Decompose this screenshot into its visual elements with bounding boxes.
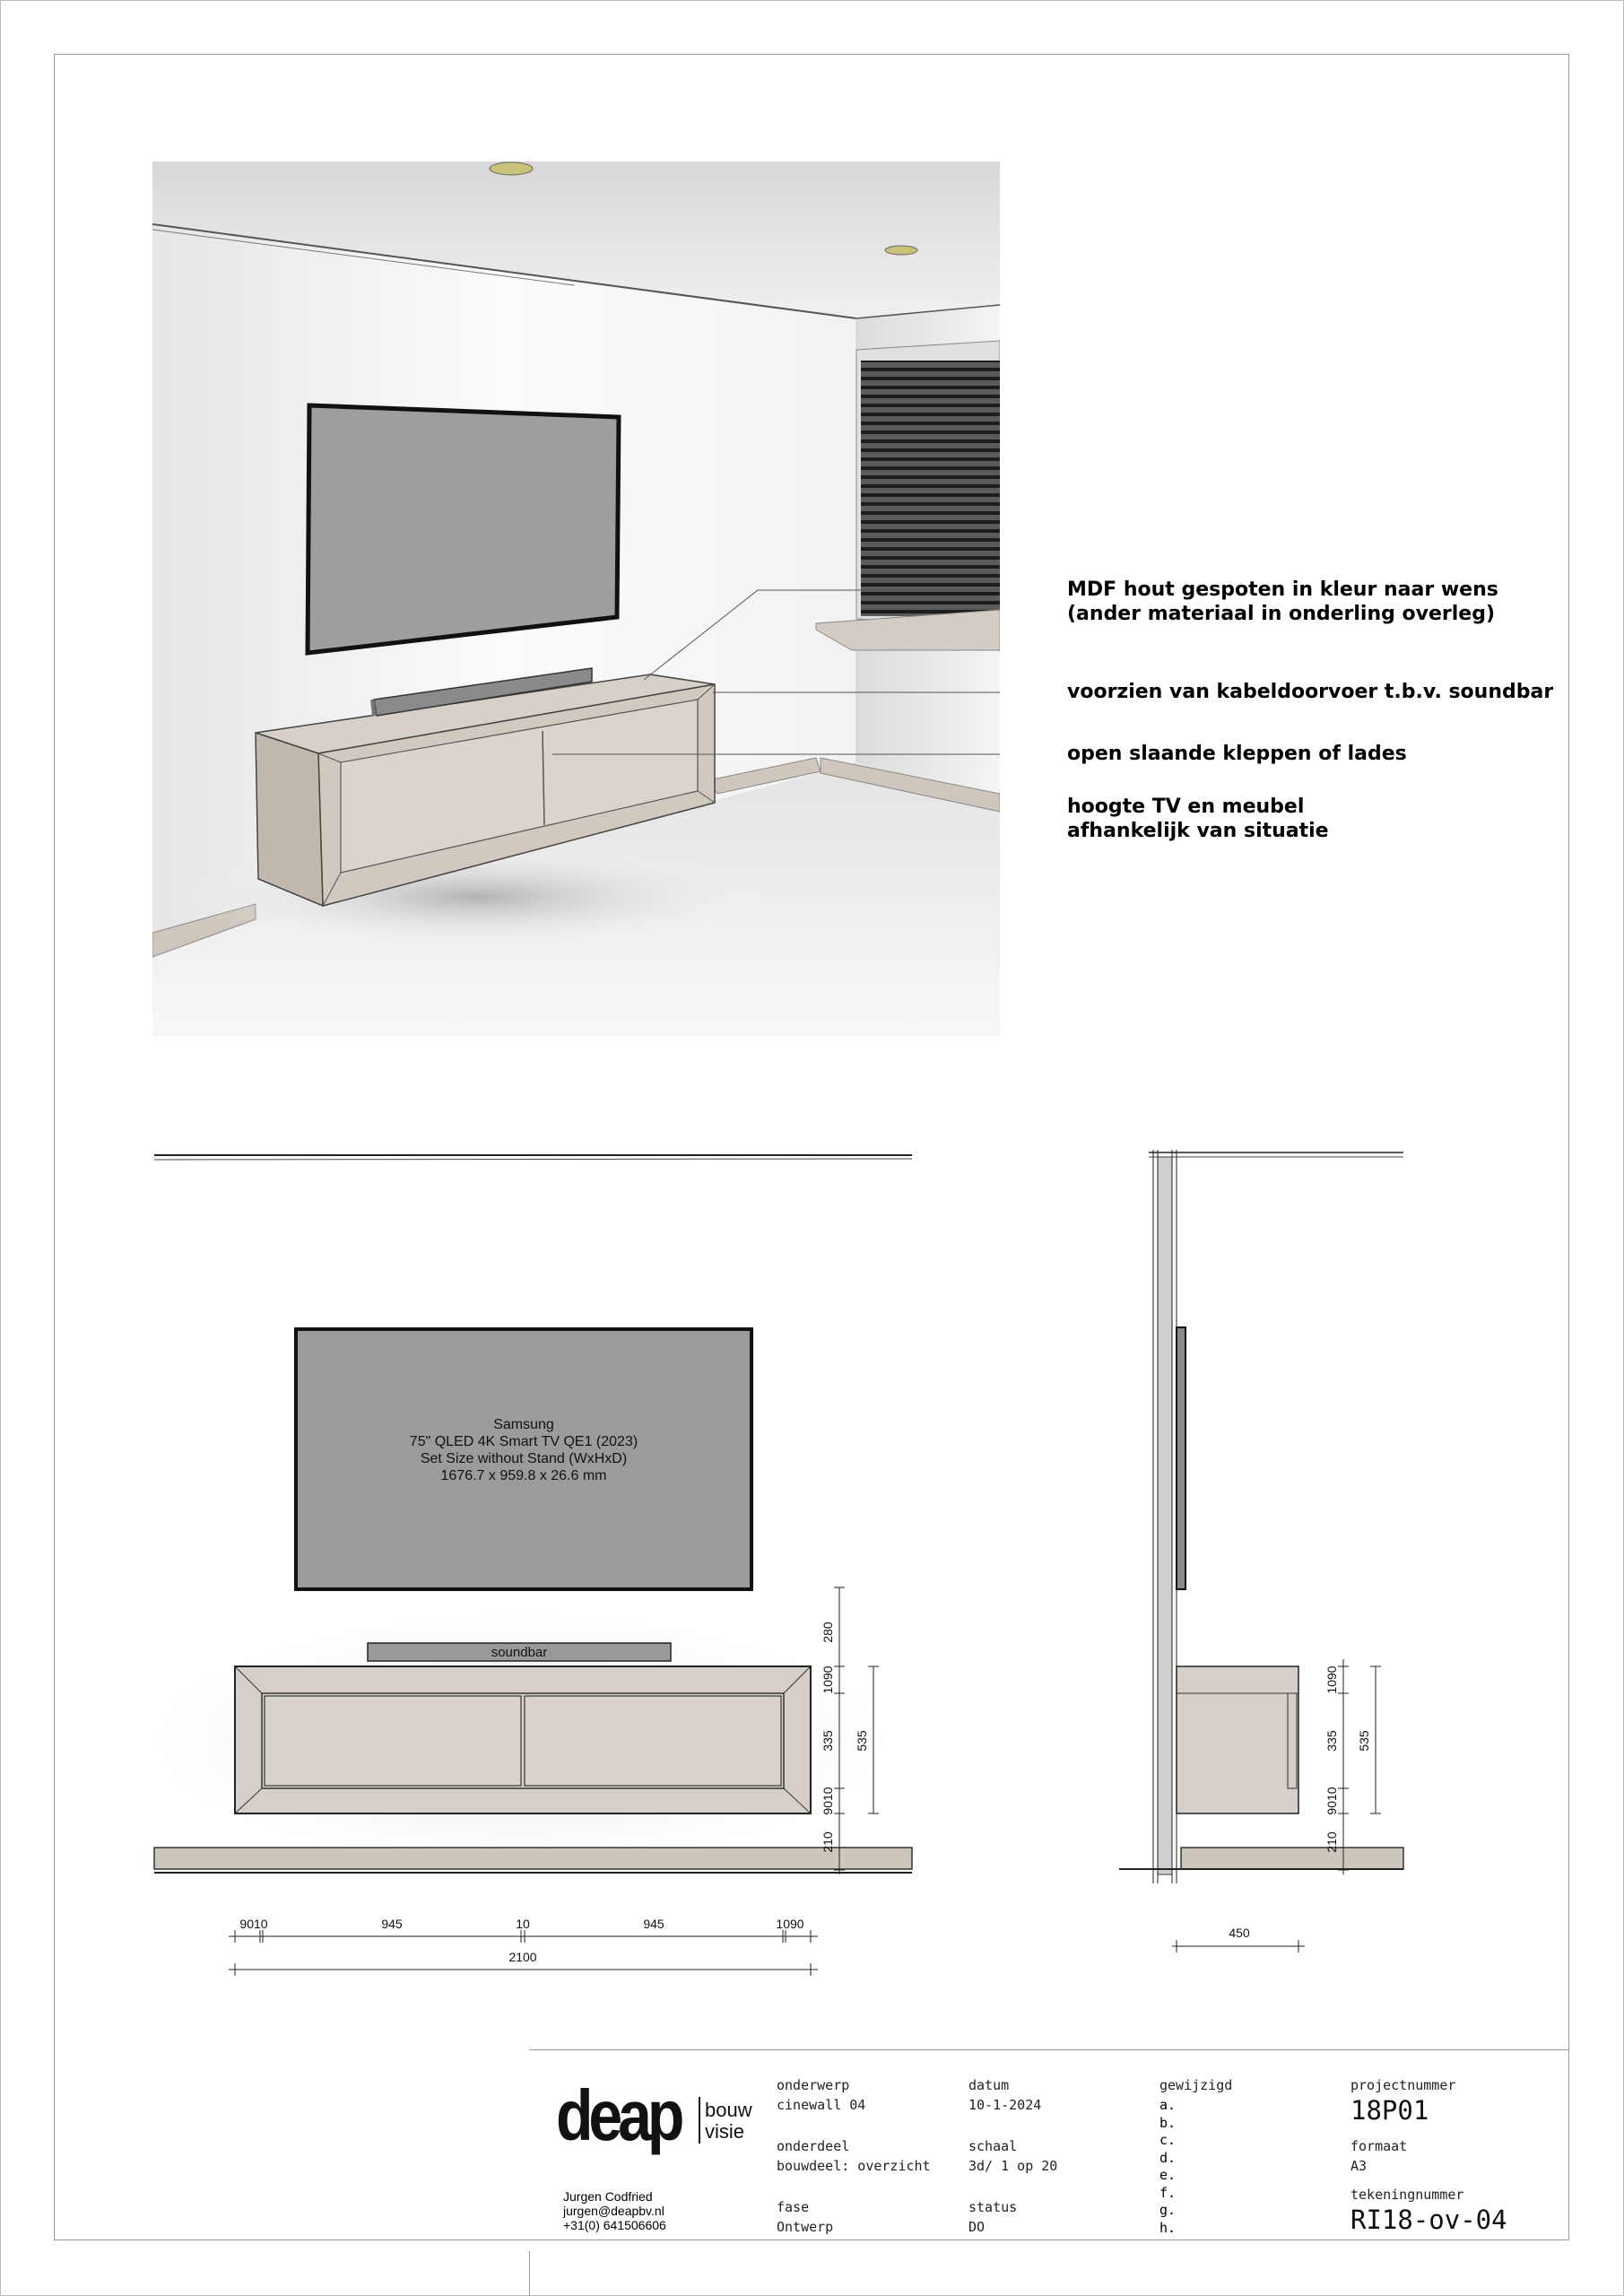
dim-front-h-2100: 2100 [508,1950,537,1964]
revision-b: b. [1159,2114,1177,2131]
projectnummer-label: projectnummer [1350,2077,1456,2093]
datum-value: 10-1-2024 [968,2097,1042,2113]
status-value: DO [968,2219,986,2235]
status-label: status [968,2199,1018,2215]
dim-side-1090: 1090 [1324,1665,1339,1694]
tekeningnummer-value: RI18-ov-04 [1350,2205,1507,2235]
dim-front-280: 280 [821,1622,835,1643]
dim-front-335: 335 [821,1730,835,1752]
onderdeel-label: onderdeel [777,2138,850,2154]
revision-d: d. [1159,2149,1177,2166]
cabinet-side [1177,1666,1298,1813]
onderdeel-value: bouwdeel: overzicht [777,2158,931,2174]
dim-front-h-945b: 945 [643,1917,664,1931]
callout-flaps: open slaande kleppen of lades [1067,743,1407,765]
tekeningnummer-label: tekeningnummer [1350,2187,1464,2203]
logo-sub1: bouw [705,2099,752,2121]
fase-value: Ontwerp [777,2219,834,2235]
contact-block [563,2189,666,2232]
schaal-label: schaal [968,2138,1018,2154]
revision-g: g. [1159,2202,1177,2218]
logo-text: deap [556,2084,681,2156]
revision-list [1159,2097,1176,2237]
contact-email: jurgen@deapbv.nl [563,2204,664,2218]
onderwerp-value: cinewall 04 [777,2097,866,2113]
callout-cable: voorzien van kabeldoorvoer t.b.v. soundbar [1067,681,1554,703]
gewijzigd-label: gewijzigd [1159,2077,1233,2093]
revision-h: h. [1159,2219,1177,2236]
dim-side-335: 335 [1324,1730,1339,1752]
deap-logo [556,2084,762,2165]
callout-mdf [1067,578,1498,626]
fase-label: fase [777,2199,810,2215]
dim-front-210: 210 [821,1831,835,1853]
contact-phone: +31(0) 641506606 [563,2218,666,2232]
callout-height-line1: hoogte TV en meubel [1067,796,1305,818]
revision-e: e. [1159,2167,1177,2183]
dim-side-535: 535 [1357,1730,1371,1752]
formaat-label: formaat [1350,2138,1408,2154]
callout-height [1067,795,1329,843]
elevation-drawings [143,1139,1444,1991]
schaal-value: 3d/ 1 op 20 [968,2158,1058,2174]
dim-side-h-450: 450 [1229,1926,1250,1940]
callout-mdf-line1: MDF hout gespoten in kleur naar wens [1067,578,1498,601]
tv-side [1177,1327,1185,1589]
onderwerp-label: onderwerp [777,2077,850,2093]
tv-label-brand: Samsung [493,1417,554,1432]
dim-front-1090: 1090 [821,1665,835,1694]
datum-label: datum [968,2077,1010,2093]
perspective-render [152,161,1000,1036]
dim-front-h-945a: 945 [381,1917,403,1931]
revision-a: a. [1159,2097,1177,2113]
title-block [529,2049,1569,2241]
dim-side-9010: 9010 [1324,1787,1339,1815]
dim-front-535: 535 [855,1730,869,1752]
tv-label-size-title: Set Size without Stand (WxHxD) [420,1451,628,1466]
contact-name: Jurgen Codfried [563,2189,653,2204]
dim-front-9010: 9010 [821,1787,835,1815]
callout-height-line2: afhankelijk van situatie [1067,820,1329,842]
dim-front-h-10: 10 [516,1917,530,1931]
tv-label-size-value: 1676.7 x 959.8 x 26.6 mm [440,1468,607,1483]
dim-front-h-1090: 1090 [776,1917,804,1931]
logo-sub2: visie [705,2120,745,2143]
revision-c: c. [1159,2132,1177,2148]
callout-mdf-line2: (ander materiaal in onderling overleg) [1067,603,1496,625]
soundbar-label: soundbar [491,1645,548,1660]
revision-f: f. [1159,2184,1177,2201]
dim-front-h-9010: 9010 [239,1917,268,1931]
tv-label-model: 75" QLED 4K Smart TV QE1 (2023) [409,1434,638,1449]
dim-side-210: 210 [1324,1831,1339,1853]
bottom-divider [529,2251,530,2296]
projectnummer-value: 18P01 [1350,2095,1429,2126]
formaat-value: A3 [1350,2158,1368,2174]
